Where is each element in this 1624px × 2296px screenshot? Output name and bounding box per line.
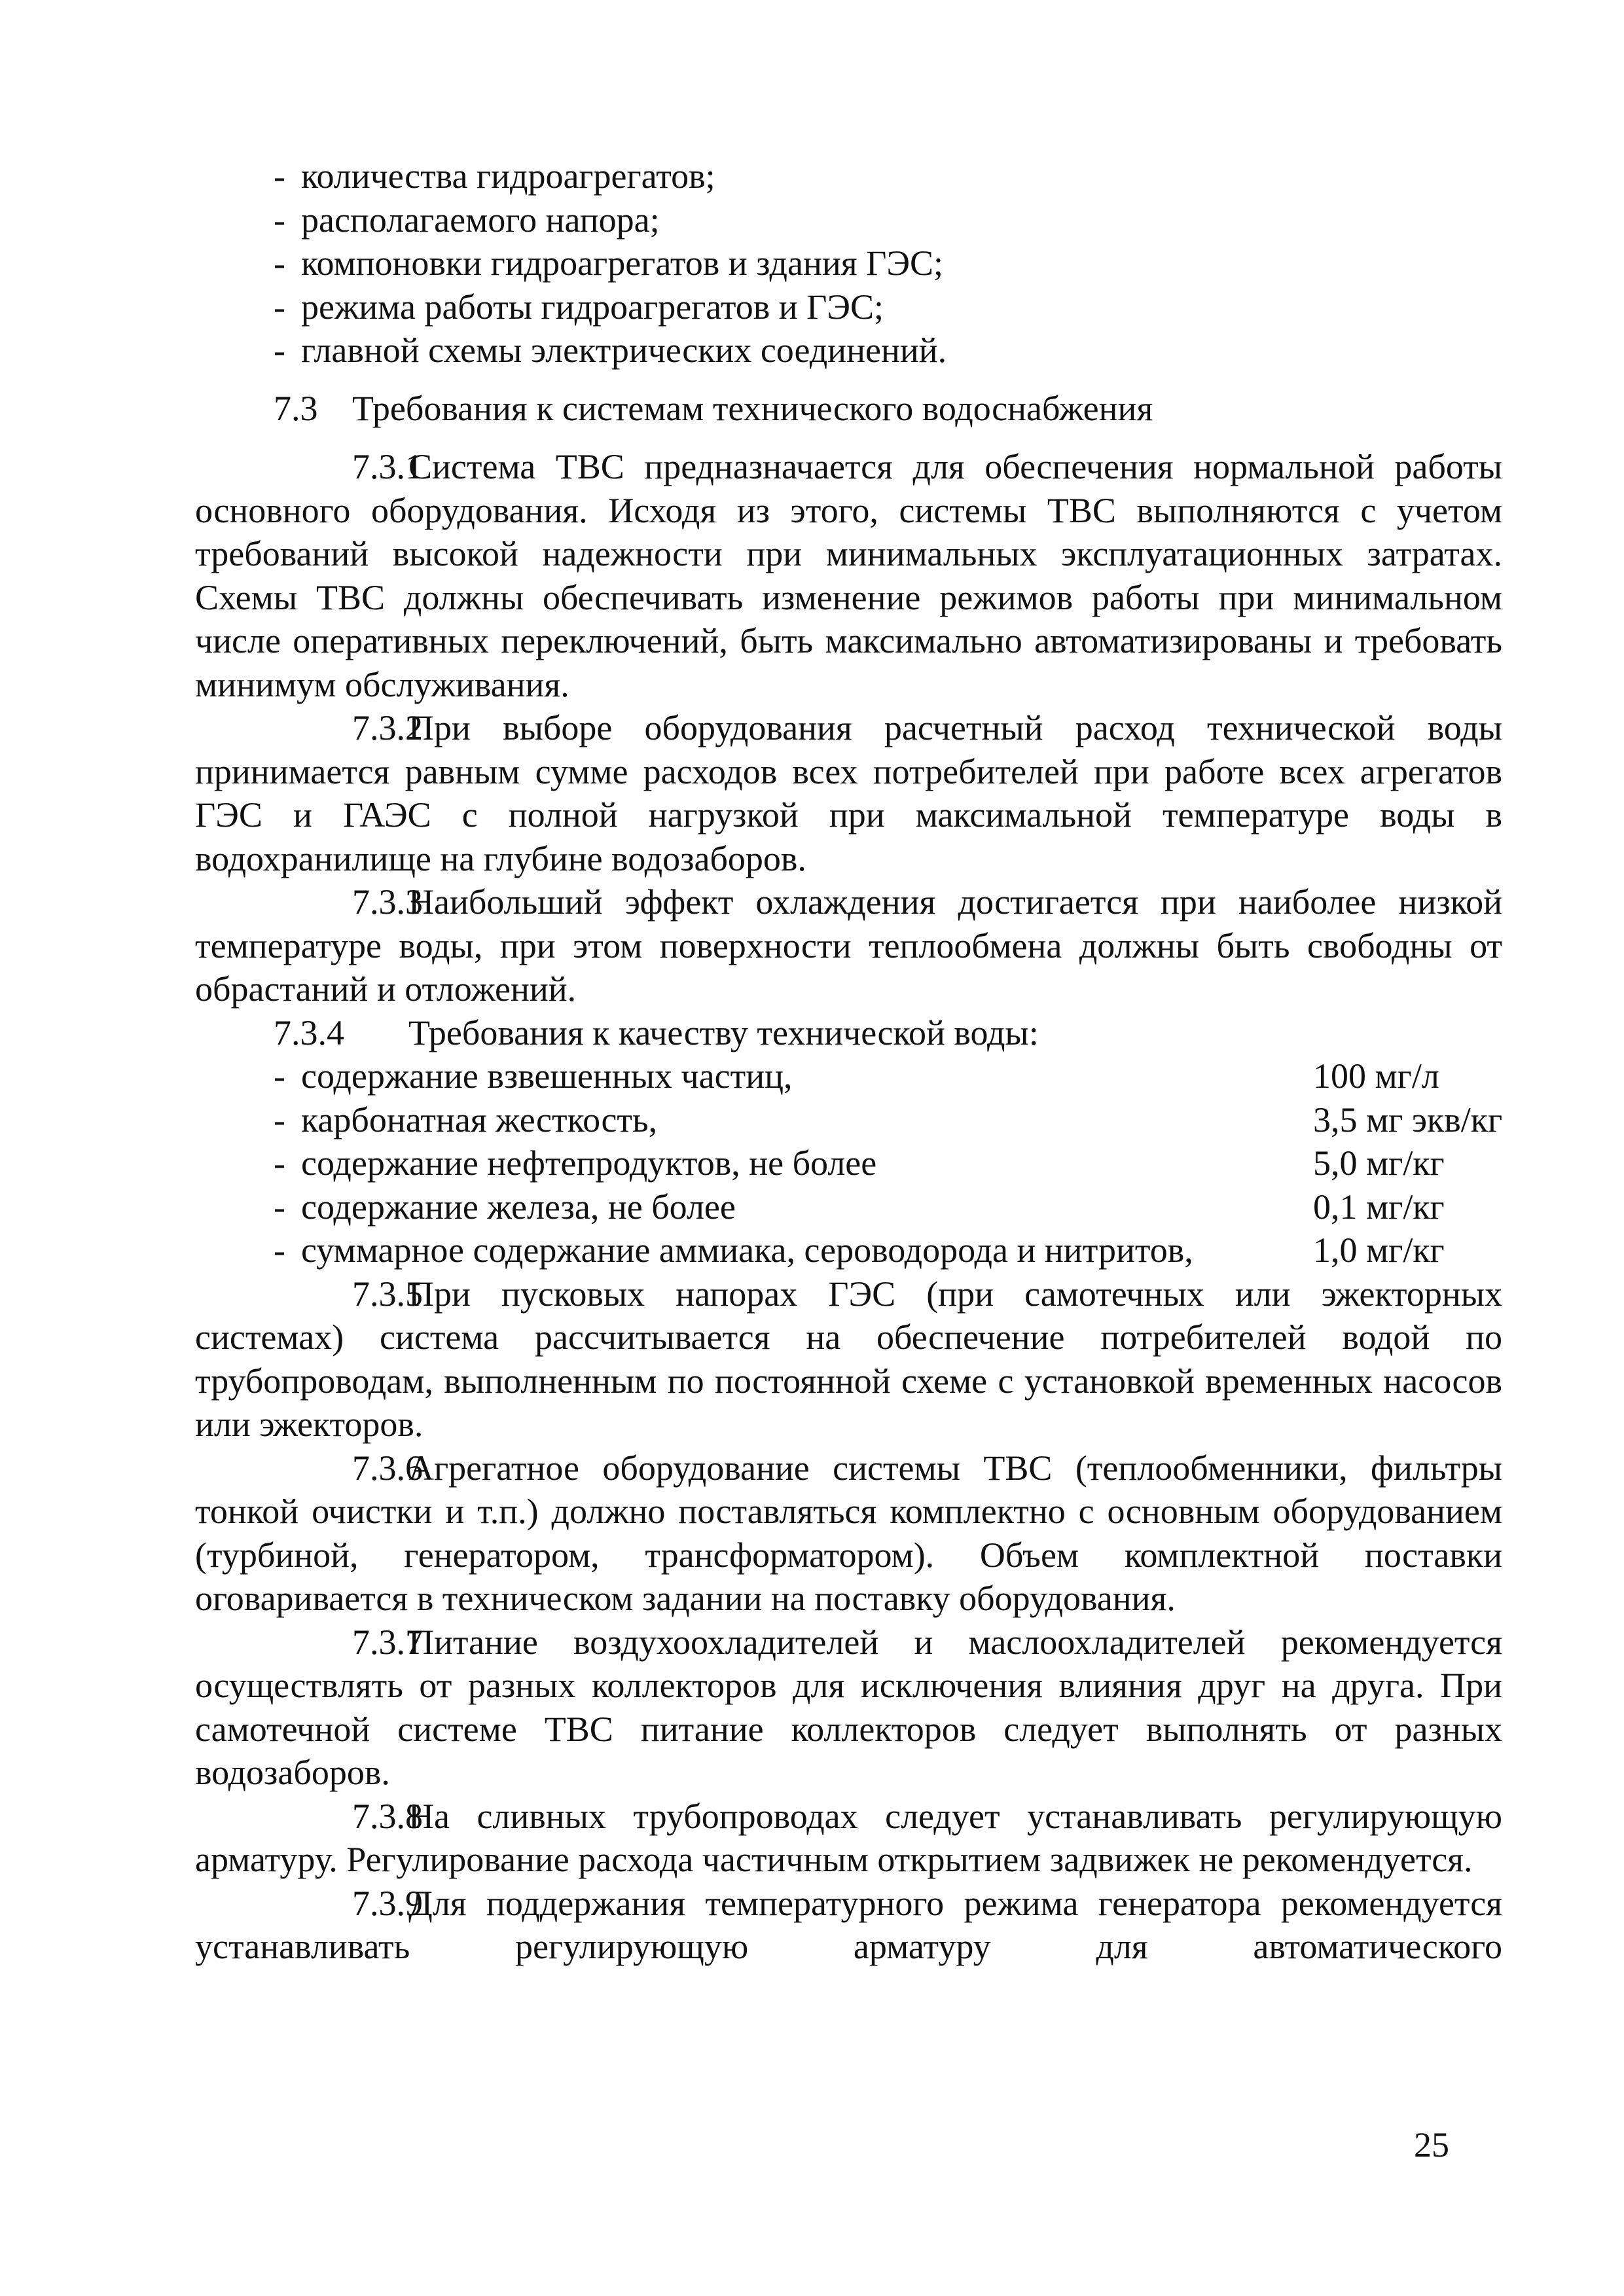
paragraph-text: Для поддержания температурного режима генератора рекомендуется устанавливать регулирующую арматуру для автоматического: [195, 1883, 1502, 1966]
requirement-row: - содержание железа, не более 0,1 мг/кг: [195, 1185, 1502, 1229]
section-number: 7.3: [274, 388, 318, 428]
paragraph-number: 7.3.6: [352, 1448, 423, 1488]
requirement-value: 3,5 мг экв/кг: [1313, 1100, 1503, 1139]
paragraph-7-3-1: [195, 445, 1502, 706]
requirement-row: - суммарное содержание аммиака, сероводорода и нитритов, 1,0 мг/кг: [195, 1229, 1502, 1272]
paragraph-7-3-8: [195, 1795, 1502, 1882]
paragraph-number: 7.3.7: [352, 1622, 423, 1662]
requirement-name: содержание взвешенных частиц,: [301, 1056, 793, 1096]
paragraph-7-3-9: [195, 1882, 1502, 1969]
requirement-name: карбонатная жесткость,: [301, 1100, 658, 1139]
paragraph-7-3-7: [195, 1621, 1502, 1795]
requirement-name: содержание нефтепродуктов, не более: [301, 1143, 877, 1183]
paragraph-text: Наибольший эффект охлаждения достигается при наиболее низкой температуре воды, при этом поверхности теплообмена должны быть свободны от обрастаний и отложений.: [195, 882, 1502, 1009]
requirement-row: - содержание взвешенных частиц, 100 мг/л: [195, 1054, 1502, 1098]
paragraph-number: 7.3.9: [352, 1883, 423, 1923]
paragraph-number: 7.3.2: [352, 708, 423, 747]
requirement-name: суммарное содержание аммиака, сероводорода и нитритов,: [301, 1230, 1193, 1270]
requirement-value: 5,0 мг/кг: [1313, 1143, 1445, 1183]
requirement-name: содержание железа, не более: [301, 1187, 736, 1227]
list-item: - располагаемого напора;: [195, 198, 1502, 242]
paragraph-text: Требования к качеству технической воды:: [408, 1013, 1039, 1052]
paragraph-text: При выборе оборудования расчетный расход технической воды принимается равным сумме расходов всех потребителей при работе всех агрегатов ГЭС и ГАЭС с полной нагрузкой при максимальной температуре воды в водохранилище на глубине водозаборов.: [195, 708, 1502, 878]
list-item: - компоновки гидроагрегатов и здания ГЭС;: [195, 242, 1502, 285]
page-content: [195, 154, 1502, 1969]
requirement-row: - карбонатная жесткость, 3,5 мг экв/кг: [195, 1098, 1502, 1142]
requirement-value: 0,1 мг/кг: [1313, 1187, 1445, 1227]
list-item-text: количества гидроагрегатов;: [301, 156, 715, 196]
requirement-value: 1,0 мг/кг: [1313, 1230, 1445, 1270]
list-item-text: главной схемы электрических соединений.: [301, 331, 947, 370]
paragraph-text: Агрегатное оборудование системы ТВС (теплообменники, фильтры тонкой очистки и т.п.) должно поставляться комплектно с основным оборудованием (турбиной, генератором, трансформатором). Объем комплектной поставки оговаривается в техническом задании на поставку оборудования.: [195, 1448, 1502, 1618]
intro-bullet-list: [195, 154, 1502, 372]
section-title-text: Требования к системам технического водоснабжения: [352, 388, 1153, 428]
paragraph-7-3-2: [195, 706, 1502, 880]
water-quality-requirements: [195, 1054, 1502, 1272]
list-item: - главной схемы электрических соединений.: [195, 329, 1502, 372]
requirement-value: 100 мг/л: [1313, 1056, 1439, 1096]
paragraph-number: 7.3.4: [274, 1013, 344, 1052]
list-item-text: компоновки гидроагрегатов и здания ГЭС;: [301, 243, 943, 283]
paragraph-text: Питание воздухоохладителей и маслоохладителей рекомендуется осуществлять от разных коллекторов для исключения влияния друг на друга. При самотечной системе ТВС питание коллекторов следует выполнять от разных водозаборов.: [195, 1622, 1502, 1792]
section-heading: [195, 387, 1502, 431]
paragraph-number: 7.3.5: [352, 1274, 423, 1314]
paragraph-number: 7.3.8: [352, 1796, 423, 1836]
paragraph-7-3-5: [195, 1272, 1502, 1446]
paragraph-7-3-3: [195, 880, 1502, 1011]
requirement-row: - содержание нефтепродуктов, не более 5,0 мг/кг: [195, 1141, 1502, 1185]
list-item: - режима работы гидроагрегатов и ГЭС;: [195, 285, 1502, 329]
paragraph-7-3-6: [195, 1446, 1502, 1621]
paragraph-text: Система ТВС предназначается для обеспечения нормальной работы основного оборудования. Исходя из этого, системы ТВС выполняются с учетом требований высокой надежности при минимальных эксплуатационных затратах. Схемы ТВС должны обеспечивать изменение режимов работы при минимальном числе оперативных переключений, быть максимально автоматизированы и требовать минимум обслуживания.: [195, 447, 1502, 704]
page-number: 25: [1414, 2125, 1449, 2164]
list-item: - количества гидроагрегатов;: [195, 154, 1502, 198]
paragraph-number: 7.3.1: [352, 447, 423, 486]
paragraph-text: На сливных трубопроводах следует устанавливать регулирующую арматуру. Регулирование расхода частичным открытием задвижек не рекомендуется.: [195, 1796, 1502, 1879]
list-item-text: располагаемого напора;: [301, 200, 660, 240]
paragraph-7-3-4: [195, 1011, 1502, 1055]
paragraph-text: При пусковых напорах ГЭС (при самотечных или эжекторных системах) система рассчитывается на обеспечение потребителей водой по трубопроводам, выполненным по постоянной схеме с установкой временных насосов или эжекторов.: [195, 1274, 1502, 1444]
list-item-text: режима работы гидроагрегатов и ГЭС;: [301, 287, 884, 327]
paragraph-number: 7.3.3: [352, 882, 423, 922]
